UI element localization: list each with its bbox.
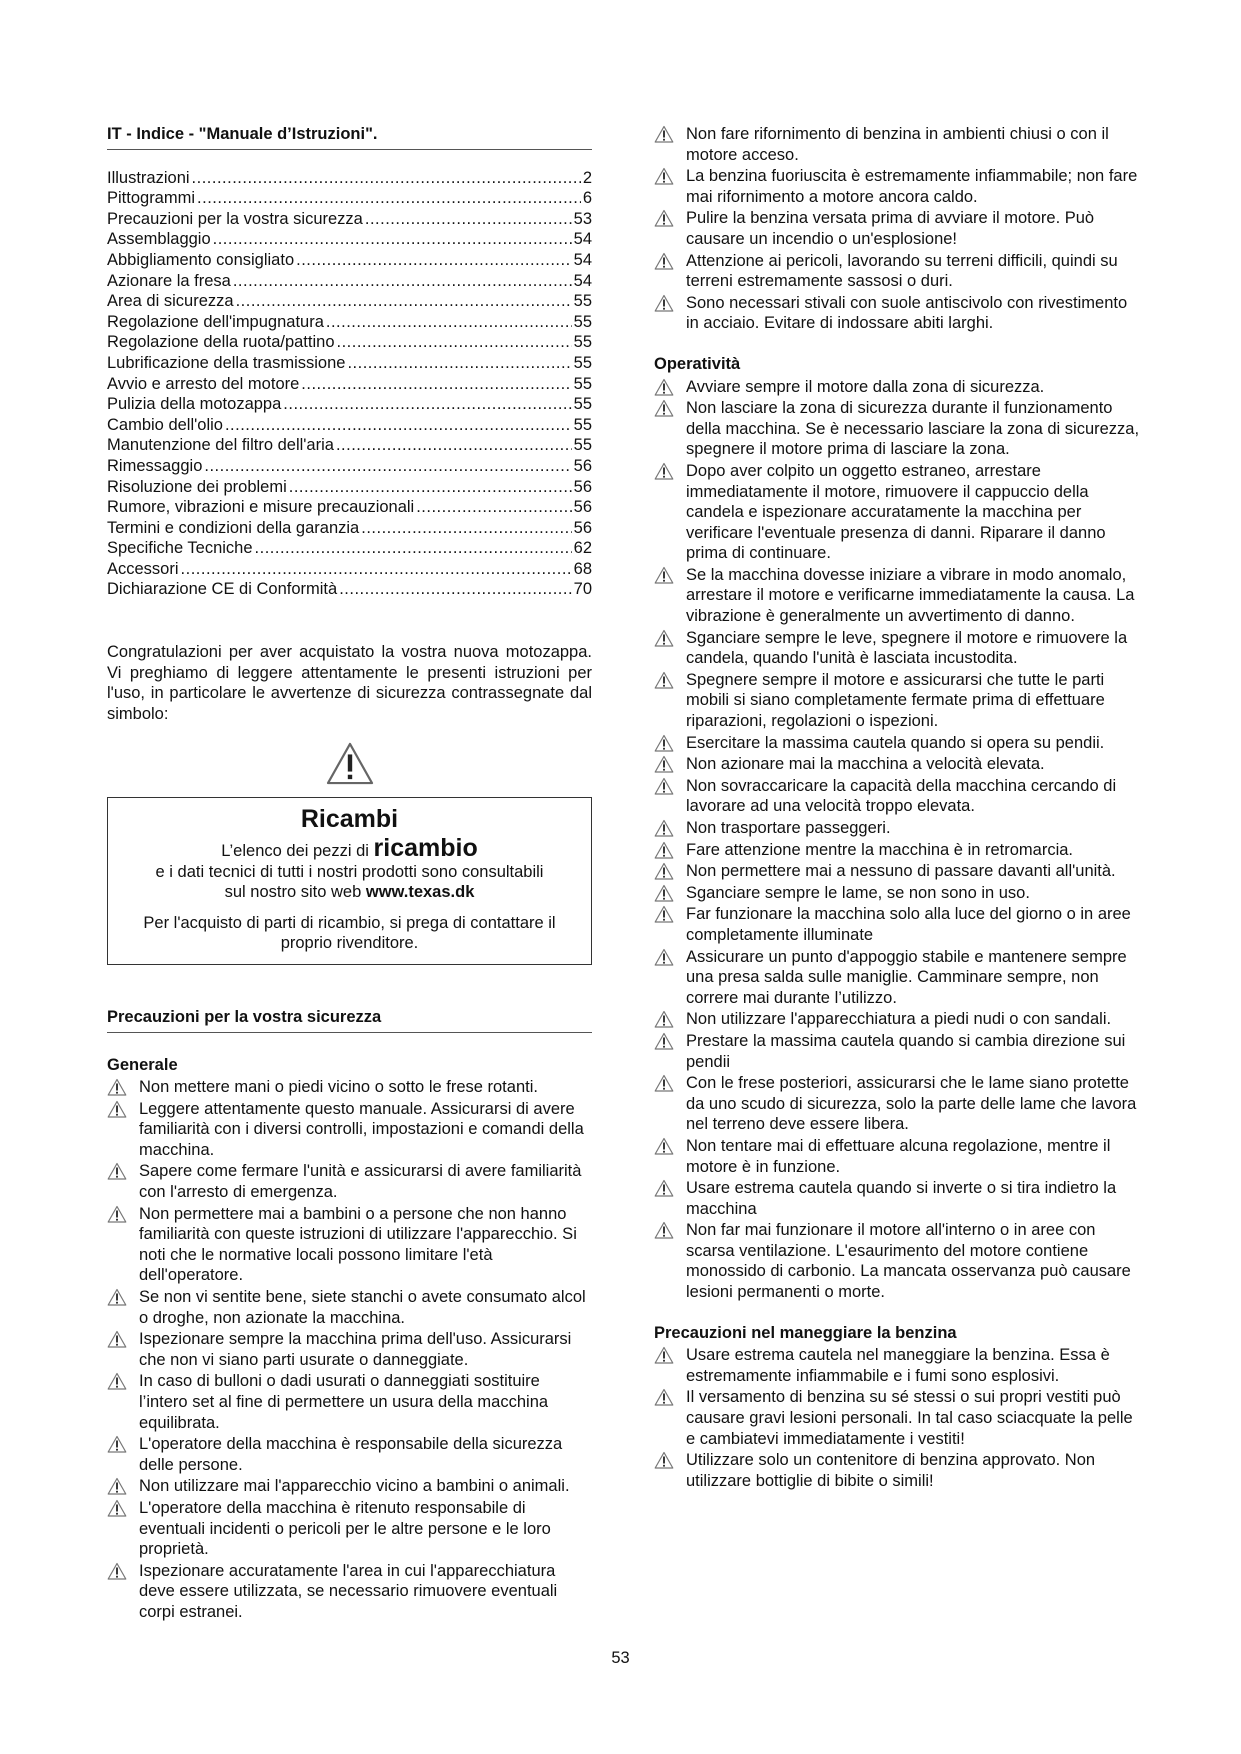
warning-item (654, 251, 1144, 292)
warning-triangle-icon (107, 1435, 127, 1453)
warning-item (654, 628, 1144, 669)
warning-item (654, 461, 1144, 564)
warning-text: Sapere come fermare l'unità e assicurarsi di avere familiarità con l'arresto di emergenza. (139, 1162, 582, 1202)
website-link[interactable]: www.texas.dk (365, 883, 475, 902)
warning-triangle-icon (654, 905, 674, 923)
ricambi-title: Ricambi (300, 804, 399, 833)
warning-item (654, 883, 1144, 904)
toc-entry-title: Precauzioni per la vostra sicurezza (107, 209, 363, 228)
toc-leader-dots (296, 250, 572, 271)
toc-leader-dots (181, 559, 572, 580)
toc-leader-dots (326, 312, 572, 333)
warning-text: Sono necessari stivali con suole antiscivolo con rivestimento in acciaio. Evitare di indossare abiti larghi. (686, 293, 1128, 333)
warning-text: Esercitare la massima cautela quando si opera su pendii. (686, 733, 1105, 752)
toc-entry-title: Assemblaggio (107, 230, 211, 249)
warning-item (107, 1498, 592, 1560)
toc-leader-dots (289, 477, 572, 498)
warning-text: Non tentare mai di effettuare alcuna regolazione, mentre il motore è in funzione. (686, 1136, 1111, 1176)
warning-item (654, 818, 1144, 839)
operativita-title: Operatività (654, 354, 741, 373)
warning-item (654, 670, 1144, 732)
toc-leader-dots (225, 415, 572, 436)
toc-entry-title: Lubrificazione della trasmissione (107, 353, 346, 372)
toc-leader-dots (255, 538, 572, 559)
toc-leader-dots (336, 435, 572, 456)
toc-entry (107, 579, 592, 600)
toc-leader-dots (204, 456, 571, 477)
warning-item (107, 1476, 592, 1497)
warning-text: Non permettere mai a nessuno di passare davanti all'unità. (686, 862, 1116, 881)
warning-triangle-icon (107, 1477, 127, 1495)
warning-item (654, 1450, 1144, 1491)
warning-triangle-icon (654, 399, 674, 417)
toc-entry-page: 55 (573, 415, 592, 434)
toc-entry-title: Accessori (107, 559, 179, 578)
toc-entry (107, 538, 592, 559)
ricambi-line-4: Per l'acquisto di parti di ricambio, si prega di contattare il (143, 913, 556, 932)
warning-text: Ispezionare accuratamente l'area in cui l'apparecchiatura deve essere utilizzata, se necessario rimuovere eventuali corpi estranei. (139, 1561, 558, 1621)
warning-text: Pulire la benzina versata prima di avviare il motore. Può causare un incendio o un'esplosione! (686, 209, 1095, 248)
toc-leader-dots (233, 271, 572, 292)
toc-entry-page: 54 (573, 230, 592, 249)
warning-text: Spegnere sempre il motore e assicurarsi che tutte le parti mobili si siano completamente fermate prima di effettuare riparazioni, regolazioni o ispezioni. (686, 670, 1105, 731)
warning-item (654, 904, 1144, 945)
warning-item (654, 1178, 1144, 1219)
warning-text: Se non vi sentite bene, siete stanchi o avete consumato alcol o droghe, non azionate la macchina. (139, 1288, 586, 1327)
toc-entry (107, 435, 592, 456)
toc-entry-page: 55 (573, 333, 592, 352)
toc-entry (107, 394, 592, 415)
warning-text: L'operatore della macchina è responsabile della sicurezza delle persone. (139, 1435, 563, 1474)
benzina-title: Precauzioni nel maneggiare la benzina (654, 1323, 957, 1342)
warning-text: Non far mai funzionare il motore all'interno o in aree con scarsa ventilazione. L'esaurimento del motore contiene monossido di carbonio. La mancata osservanza può causare lesioni permanenti o morte. (686, 1221, 1131, 1302)
warning-triangle-icon (654, 462, 674, 480)
toc-entry-title: Specifiche Tecniche (107, 539, 253, 558)
toc-entry (107, 291, 592, 312)
warning-triangle-icon (654, 252, 674, 270)
toc-entry-page: 6 (582, 189, 592, 208)
warning-text: Non sovraccaricare la capacità della macchina cercando di lavorare ad una velocità troppo elevata. (686, 776, 1117, 816)
toc-entry-page: 62 (573, 539, 592, 558)
toc-entry (107, 456, 592, 477)
toc-entry-page: 56 (573, 498, 592, 517)
warning-text: Attenzione ai pericoli, lavorando su terreni difficili, quindi su terreni estremamente sassosi o duri. (686, 251, 1118, 291)
toc-leader-dots (361, 518, 571, 539)
toc-entry-page: 55 (573, 292, 592, 311)
toc-leader-dots (365, 209, 572, 230)
table-of-contents (107, 168, 592, 600)
warning-item (107, 1434, 592, 1475)
warning-triangle-icon (654, 671, 674, 689)
warning-item (654, 166, 1144, 207)
ricambi-line-1 (118, 833, 581, 862)
warning-triangle-icon (107, 1288, 127, 1306)
toc-entry (107, 312, 592, 333)
warning-triangle-icon (654, 819, 674, 837)
toc-entry-page: 55 (573, 353, 592, 372)
warning-item (654, 947, 1144, 1009)
ricambi-line-2: e i dati tecnici di tutti i nostri prodotti sono consultabili (155, 862, 544, 881)
toc-entry-title: Regolazione della ruota/pattino (107, 333, 335, 352)
warning-triangle-icon (654, 294, 674, 312)
warning-text: Prestare la massima cautela quando si cambia direzione sui pendii (686, 1031, 1126, 1071)
warning-item (107, 1204, 592, 1286)
warning-triangle-icon (654, 948, 674, 966)
warning-item (654, 124, 1144, 165)
warning-text: Non utilizzare mai l'apparecchio vicino a bambini o animali. (139, 1477, 570, 1496)
toc-entry-page: 54 (573, 250, 592, 269)
warning-text: Usare estrema cautela nel maneggiare la benzina. Essa è estremamente infiammabile e i fumi sono esplosivi. (686, 1346, 1110, 1385)
warning-text: Sganciare sempre le leve, spegnere il motore e rimuovere la candela, quando l'unità è lasciata incustodita. (686, 628, 1128, 668)
warning-item (107, 1077, 592, 1098)
warning-text: Assicurare un punto d'appoggio stabile e mantenere sempre una presa salda sulle maniglie. Camminare sempre, non correre mai durante l’utilizzo. (686, 947, 1127, 1007)
toc-entry-title: Pulizia della motozappa (107, 395, 282, 414)
toc-entry-page: 55 (573, 374, 592, 393)
warning-item (654, 1387, 1144, 1449)
warning-item (654, 840, 1144, 861)
right-column (654, 124, 1144, 1492)
warning-item (654, 776, 1144, 817)
ricambi-line-5: proprio rivenditore. (280, 934, 419, 953)
warning-item (107, 1329, 592, 1370)
toc-leader-dots (416, 497, 571, 518)
warning-triangle-icon (654, 1074, 674, 1092)
ricambi-keyword: ricambio (373, 833, 478, 862)
warning-triangle-icon (654, 1179, 674, 1197)
warning-text: Il versamento di benzina su sé stessi o sui propri vestiti può causare gravi lesioni personali. In tal caso sciacquate la pelle e cambiatevi immediatamente i vestiti! (686, 1388, 1133, 1448)
warning-text: Non utilizzare l'apparecchiatura a piedi nudi o con sandali. (686, 1010, 1112, 1029)
warning-text: Con le frese posteriori, assicurarsi che le lame siano protette da uno scudo di sicurezza, solo la parte delle lame che lavora nel terreno deve essere libera. (686, 1074, 1137, 1134)
warning-text: Fare attenzione mentre la macchina è in retromarcia. (686, 840, 1074, 859)
toc-entry-title: Illustrazioni (107, 168, 190, 187)
warning-item (107, 1371, 592, 1433)
toc-entry-title: Avvio e arresto del motore (107, 374, 300, 393)
toc-entry (107, 332, 592, 353)
operativita-list (654, 377, 1144, 1303)
warning-text: Non lasciare la zona di sicurezza durante il funzionamento della macchina. Se è necessario lasciare la zona di sicurezza, spegnere il motore prima di lasciare la zona. (686, 399, 1140, 459)
toc-entry-title: Area di sicurezza (107, 292, 234, 311)
toc-heading: IT - Indice - "Manuale d’Istruzioni". (107, 124, 592, 150)
toc-leader-dots (213, 229, 572, 250)
toc-entry-page: 56 (573, 477, 592, 496)
toc-entry-page: 2 (582, 168, 592, 187)
generale-list-continued (654, 124, 1144, 334)
ricambi-line-1-text: L’elenco dei pezzi di (221, 841, 369, 860)
toc-entry (107, 209, 592, 230)
toc-leader-dots (347, 353, 571, 374)
warning-triangle-icon (107, 1562, 127, 1580)
toc-entry-title: Manutenzione del filtro dell'aria (107, 436, 334, 455)
warning-symbol-icon (325, 741, 375, 785)
safety-heading: Precauzioni per la vostra sicurezza (107, 1007, 592, 1033)
toc-entry-title: Abbigliamento consigliato (107, 250, 295, 269)
toc-entry-title: Cambio dell'olio (107, 415, 223, 434)
warning-triangle-icon (654, 566, 674, 584)
warning-text: Non trasportare passeggeri. (686, 819, 891, 837)
toc-entry-title: Risoluzione dei problemi (107, 477, 287, 496)
warning-triangle-icon (654, 167, 674, 185)
warning-text: Avviare sempre il motore dalla zona di sicurezza. (686, 377, 1045, 396)
toc-entry-title: Dichiarazione CE di Conformità (107, 580, 338, 599)
warning-text: Usare estrema cautela quando si inverte o si tira indietro la macchina (686, 1179, 1117, 1218)
toc-entry (107, 518, 592, 539)
warning-triangle-icon (654, 734, 674, 752)
toc-entry (107, 250, 592, 271)
intro-paragraph: Congratulazioni per aver acquistato la vostra nuova motozappa. Vi preghiamo di leggere attentamente le presenti istruzioni per l'uso, in particolare le avvertenze di sicurezza contrassegnate dal simbolo: (107, 643, 592, 723)
toc-entry-title: Regolazione dell'impugnatura (107, 312, 324, 331)
left-column (107, 124, 592, 1624)
warning-triangle-icon (654, 841, 674, 859)
warning-item (654, 861, 1144, 882)
generale-title: Generale (107, 1055, 178, 1074)
warning-text: Non mettere mani o piedi vicino o sotto le frese rotanti. (139, 1078, 538, 1097)
toc-entry (107, 374, 592, 395)
benzina-list (654, 1345, 1144, 1491)
warning-item (107, 1161, 592, 1202)
warning-triangle-icon (654, 1346, 674, 1364)
toc-entry-page: 70 (573, 580, 592, 599)
warning-item (654, 377, 1144, 398)
warning-item (654, 208, 1144, 249)
warning-triangle-icon (654, 1451, 674, 1469)
toc-entry (107, 271, 592, 292)
warning-triangle-icon (654, 862, 674, 880)
warning-item (654, 733, 1144, 754)
toc-leader-dots (283, 394, 571, 415)
toc-entry-page: 56 (573, 518, 592, 537)
warning-text: In caso di bulloni o dadi usurati o danneggiati sostituire l’intero set al fine di permettere un usura della macchina equilibrata. (139, 1372, 549, 1432)
warning-text: Non fare rifornimento di benzina in ambienti chiusi o con il motore acceso. (686, 125, 1109, 164)
generale-list (107, 1077, 592, 1622)
warning-item (654, 398, 1144, 460)
toc-entry (107, 497, 592, 518)
warning-triangle-icon (654, 777, 674, 795)
warning-text: Sganciare sempre le lame, se non sono in uso. (686, 883, 1030, 902)
warning-text: Ispezionare sempre la macchina prima dell'uso. Assicurarsi che non vi siano parti usurate o danneggiate. (139, 1330, 572, 1369)
warning-text: La benzina fuoriuscita è estremamente infiammabile; non fare mai rifornimento a motore ancora caldo. (686, 167, 1138, 206)
toc-entry (107, 188, 592, 209)
warning-triangle-icon (654, 378, 674, 396)
toc-entry (107, 415, 592, 436)
warning-item (654, 565, 1144, 627)
warning-text: Leggere attentamente questo manuale. Assicurarsi di avere familiarità con i diversi controlli, impostazioni e comandi della macchina. (139, 1099, 584, 1159)
warning-item (107, 1287, 592, 1328)
toc-leader-dots (301, 374, 571, 395)
toc-entry-page: 55 (573, 395, 592, 414)
warning-triangle-icon (654, 1388, 674, 1406)
toc-entry-page: 56 (573, 456, 592, 475)
toc-entry-page: 68 (573, 559, 592, 578)
ricambi-box (107, 797, 592, 965)
toc-entry (107, 168, 592, 189)
warning-triangle-icon (107, 1162, 127, 1180)
warning-triangle-icon (654, 1221, 674, 1239)
toc-entry-page: 54 (573, 271, 592, 290)
toc-entry-page: 53 (573, 209, 592, 228)
warning-item (654, 1345, 1144, 1386)
toc-leader-dots (339, 579, 571, 600)
page-number: 53 (611, 1649, 630, 1667)
toc-entry-title: Azionare la fresa (107, 271, 231, 290)
ricambi-line-3-text: sul nostro sito web (224, 883, 362, 902)
toc-entry-title: Rimessaggio (107, 456, 203, 475)
toc-entry (107, 559, 592, 580)
warning-text: Non permettere mai a bambini o a persone che non hanno familiarità con queste istruzioni di utilizzare l'apparecchio. Si noti che le normative locali possono limitare l'età dell'operatore. (139, 1204, 577, 1285)
warning-item (654, 1220, 1144, 1302)
warning-text: Non azionare mai la macchina a velocità elevata. (686, 755, 1045, 774)
warning-triangle-icon (107, 1100, 127, 1118)
warning-triangle-icon (654, 1010, 674, 1028)
warning-triangle-icon (654, 209, 674, 227)
warning-item (654, 1009, 1144, 1030)
warning-triangle-icon (654, 755, 674, 773)
toc-leader-dots (192, 168, 581, 189)
warning-triangle-icon (654, 125, 674, 143)
warning-text: L'operatore della macchina è ritenuto responsabile di eventuali incidenti o pericoli per le altre persone e le loro proprietà. (139, 1498, 551, 1559)
warning-triangle-icon (107, 1078, 127, 1096)
warning-item (654, 1031, 1144, 1072)
warning-triangle-icon (654, 884, 674, 902)
warning-item (654, 1073, 1144, 1135)
warning-text: Utilizzare solo un contenitore di benzina approvato. Non utilizzare bottiglie di bibite o simili! (686, 1451, 1096, 1490)
warning-triangle-icon (654, 1032, 674, 1050)
toc-entry-title: Pittogrammi (107, 189, 196, 208)
toc-leader-dots (197, 188, 581, 209)
warning-triangle-icon (654, 1137, 674, 1155)
toc-leader-dots (337, 332, 572, 353)
toc-leader-dots (236, 291, 572, 312)
toc-entry-page: 55 (573, 312, 592, 331)
toc-entry (107, 477, 592, 498)
warning-item (654, 293, 1144, 334)
warning-text: Far funzionare la macchina solo alla luce del giorno o in aree completamente illuminate (686, 905, 1131, 944)
warning-text: Dopo aver colpito un oggetto estraneo, arrestare immediatamente il motore, rimuovere il cappuccio della candela e ispezionare accuratamente la macchina per verificare l'eventuale presenza di danni. Riparare il danno prima di continuare. (686, 461, 1106, 563)
warning-triangle-icon (654, 629, 674, 647)
warning-triangle-icon (107, 1372, 127, 1390)
warning-triangle-icon (107, 1330, 127, 1348)
warning-item (107, 1099, 592, 1161)
toc-entry-title: Rumore, vibrazioni e misure precauzionali (107, 498, 415, 517)
toc-entry-title: Termini e condizioni della garanzia (107, 518, 360, 537)
toc-entry (107, 353, 592, 374)
warning-item (654, 754, 1144, 775)
warning-triangle-icon (107, 1499, 127, 1517)
warning-item (107, 1561, 592, 1623)
toc-entry (107, 229, 592, 250)
warning-text: Se la macchina dovesse iniziare a vibrare in modo anomalo, arrestare il motore e verificarne immediatamente la causa. La vibrazione è generalmente un avvertimento di danno. (686, 565, 1135, 626)
warning-triangle-icon (107, 1205, 127, 1223)
warning-item (654, 1136, 1144, 1177)
ricambi-line-3 (118, 882, 581, 903)
toc-entry-page: 55 (573, 436, 592, 455)
